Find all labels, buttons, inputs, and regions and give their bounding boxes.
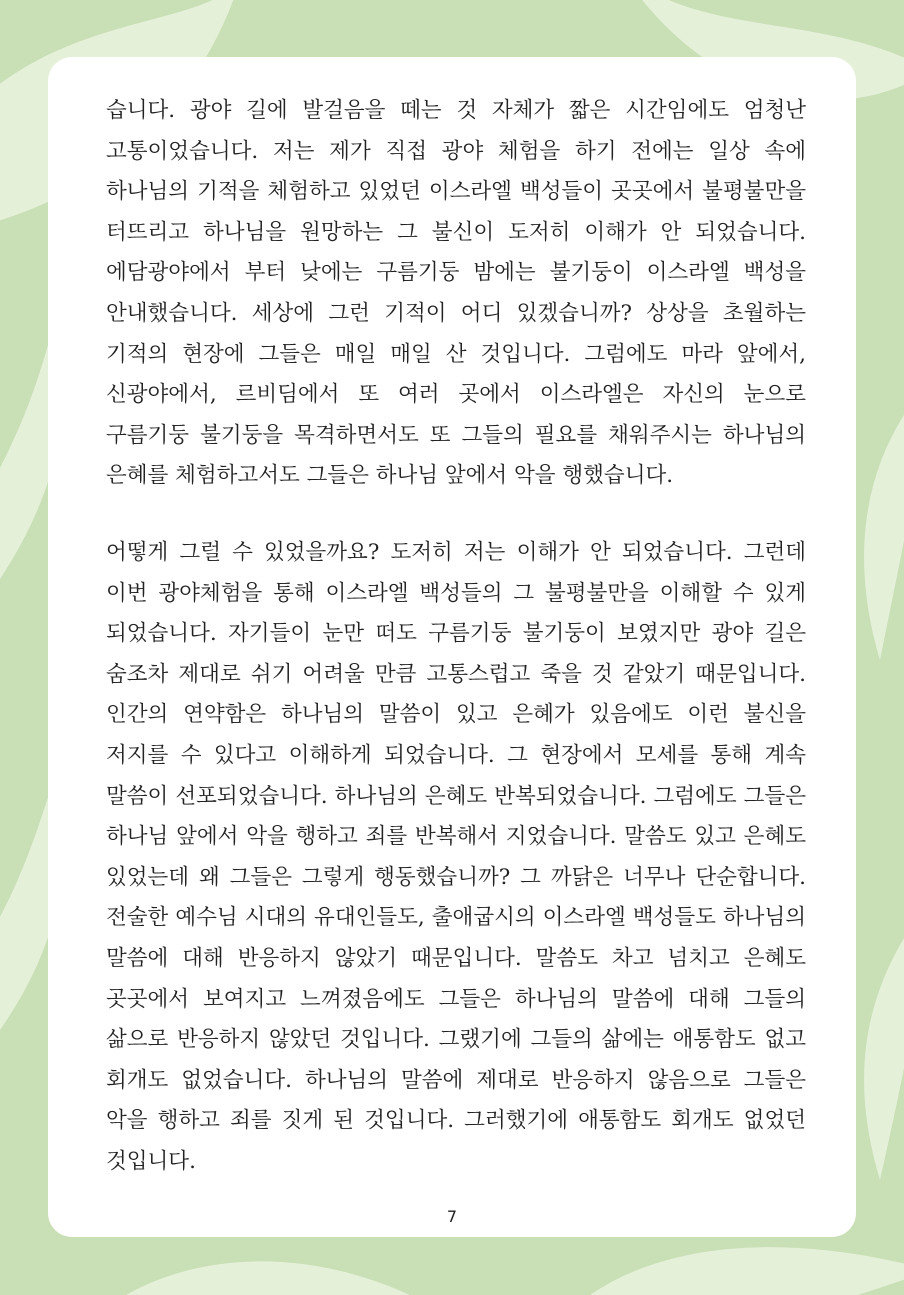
leaf-shape: [560, 1247, 904, 1295]
body-paragraph-1: 습니다. 광야 길에 발걸음을 떼는 것 자체가 짧은 시간임에도 엄청난 고통이었습니다. 저는 제가 직접 광야 체험을 하기 전에는 일상 속에 하나님의 기적을 체험하고 있었던 이스라엘 백성들이 곳곳에서 불평불만을 터뜨리고 하나님을 원망하는 그 불신이 도저히 이해가 안 되었습니다. 에담광야에서 부터 낮에는 구름기둥 밤에는 불기둥이 이스라엘 백성을 안내했습니다. 세상에 그런 기적이 어디 있겠습니까? 상상을 초월하는 기적의 현장에 그들은 매일 매일 산 것입니다. 그럼에도 마라 앞에서, 신광야에서, 르비딤에서 또 여러 곳에서 이스라엘은 자신의 눈으로 구름기둥 불기둥을 목격하면서도 또 그들의 필요를 채워주시는 하나님의 은혜를 체험하고서도 그들은 하나님 앞에서 악을 행했습니다.: [106, 98, 806, 489]
page-card: [48, 57, 856, 1237]
body-paragraph-2: 어떻게 그럴 수 있었을까요? 도저히 저는 이해가 안 되었습니다. 그런데 이번 광야체험을 통해 이스라엘 백성들의 그 불평불만을 이해할 수 있게 되었습니다. 자기들이 눈만 떠도 구름기둥 불기둥이 보였지만 광야 길은 숨조차 제대로 쉬기 어려울 만큼 고통스럽고 죽을 것 같았기 때문입니다. 인간의 연약함은 하나님의 말씀이 있고 은혜가 있음에도 이런 불신을 저지를 수 있다고 이해하게 되었습니다. 그 현장에서 모세를 통해 계속 말씀이 선포되었습니다. 하나님의 은혜도 반복되었습니다. 그럼에도 그들은 하나님 앞에서 악을 행하고 죄를 반복해서 지었습니다. 말씀도 있고 은혜도 있었는데 왜 그들은 그렇게 행동했습니까? 그 까닭은 너무나 단순합니다. 전술한 예수님 시대의 유대인들도, 출애굽시의 이스라엘 백성들도 하나님의 말씀에 대해 반응하지 않았기 때문입니다. 말씀도 차고 넘치고 은혜도 곳곳에서 보여지고 느껴졌음에도 그들은 하나님의 말씀에 대해 그들의 삶으로 반응하지 않았던 것입니다. 그랬기에 그들의 삶에는 애통함도 없고 회개도 없었습니다. 하나님의 말씀에 제대로 반응하지 않음으로 그들은 악을 행하고 죄를 짓게 된 것입니다. 그러했기에 애통함도 회개도 없었던 것입니다.: [106, 540, 806, 1174]
page-number: 7: [446, 1207, 458, 1226]
leaf-shape: [864, 380, 904, 660]
leaf-shape: [80, 1261, 420, 1295]
leaf-shape: [864, 900, 904, 1180]
